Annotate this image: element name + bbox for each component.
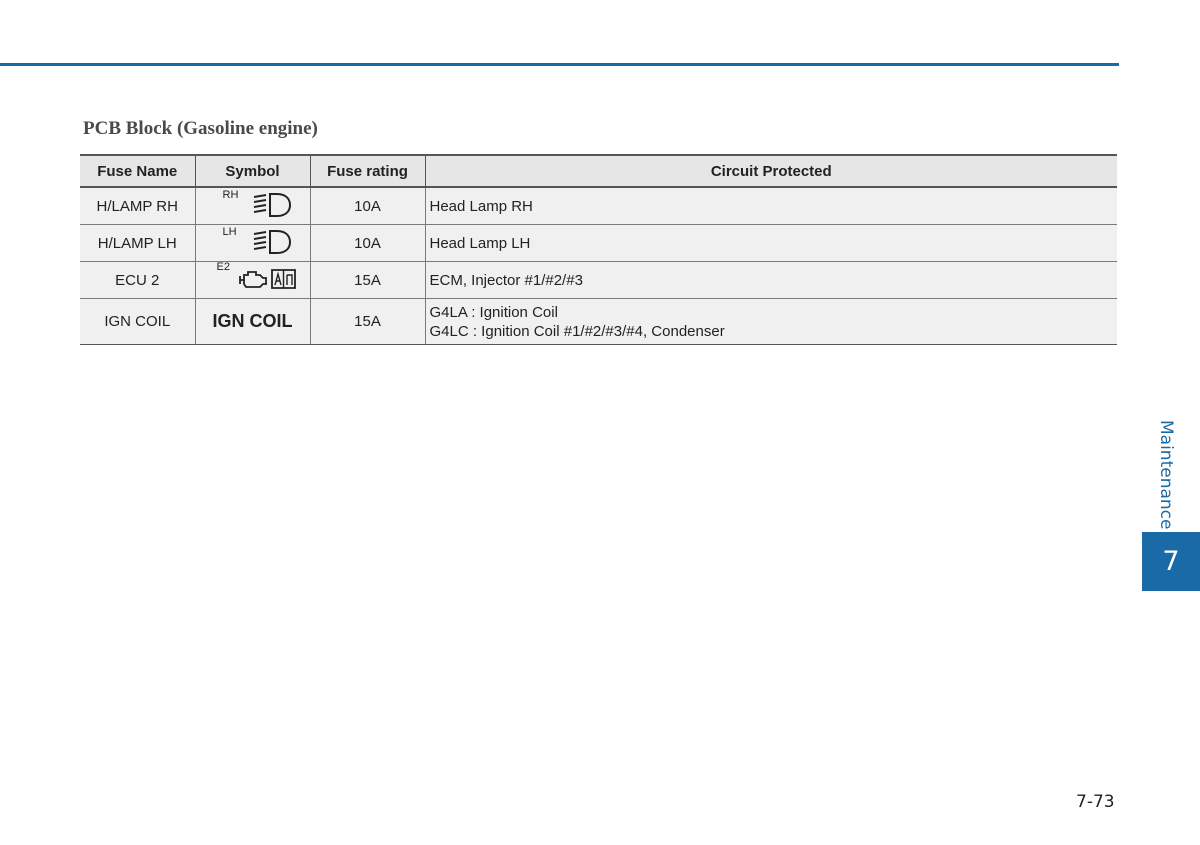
table-row [80, 225, 1117, 262]
headlamp-icon [251, 192, 293, 218]
page-number: 7-73 [1076, 792, 1115, 812]
symbol-label: LH [222, 226, 237, 238]
chapter-number: 7 [1162, 546, 1180, 577]
fuse-name-cell: IGN COIL [80, 299, 195, 345]
symbol-wrap [203, 225, 303, 257]
symbol-wrap [203, 262, 303, 294]
ign-coil-symbol: IGN COIL [212, 311, 293, 331]
circuit-cell [425, 187, 1117, 225]
header-symbol: Symbol [195, 155, 310, 187]
fuse-rating-cell: 15A [310, 299, 425, 345]
circuit-cell [425, 262, 1117, 299]
circuit-line: G4LA : Ignition Coil [429, 303, 558, 321]
header-fuse-name: Fuse Name [80, 155, 195, 187]
header-circuit-protected: Circuit Protected [425, 155, 1117, 187]
symbol-cell [195, 299, 310, 345]
symbol-label: E2 [216, 261, 230, 273]
symbol-cell [195, 187, 310, 225]
headlamp-icon [251, 229, 293, 255]
table-row [80, 187, 1117, 225]
table-header-row [80, 155, 1117, 187]
circuit-line: Head Lamp RH [429, 197, 533, 215]
fuse-name-cell: ECU 2 [80, 262, 195, 299]
top-rule [0, 63, 1119, 66]
circuit-cell [425, 225, 1117, 262]
fuse-rating-cell: 10A [310, 225, 425, 262]
section-title: PCB Block (Gasoline engine) [83, 118, 318, 139]
chapter-tab [1142, 532, 1200, 591]
circuit-line: Head Lamp LH [429, 234, 531, 252]
table-row [80, 299, 1117, 345]
engine-manual-icon [237, 267, 297, 291]
circuit-cell [425, 299, 1117, 345]
circuit-line: G4LC : Ignition Coil #1/#2/#3/#4, Condenser [429, 322, 725, 340]
fuse-name-cell: H/LAMP LH [80, 225, 195, 262]
fuse-rating-cell: 15A [310, 262, 425, 299]
table-row [80, 262, 1117, 299]
symbol-cell [195, 262, 310, 299]
header-fuse-rating: Fuse rating [310, 155, 425, 187]
fuse-name-cell: H/LAMP RH [80, 187, 195, 225]
fuse-table [80, 154, 1117, 345]
fuse-rating-cell: 10A [310, 187, 425, 225]
symbol-label: RH [222, 189, 239, 201]
circuit-line: ECM, Injector #1/#2/#3 [429, 271, 583, 289]
symbol-wrap [203, 188, 303, 220]
chapter-label: Maintenance [1156, 420, 1176, 530]
symbol-cell [195, 225, 310, 262]
